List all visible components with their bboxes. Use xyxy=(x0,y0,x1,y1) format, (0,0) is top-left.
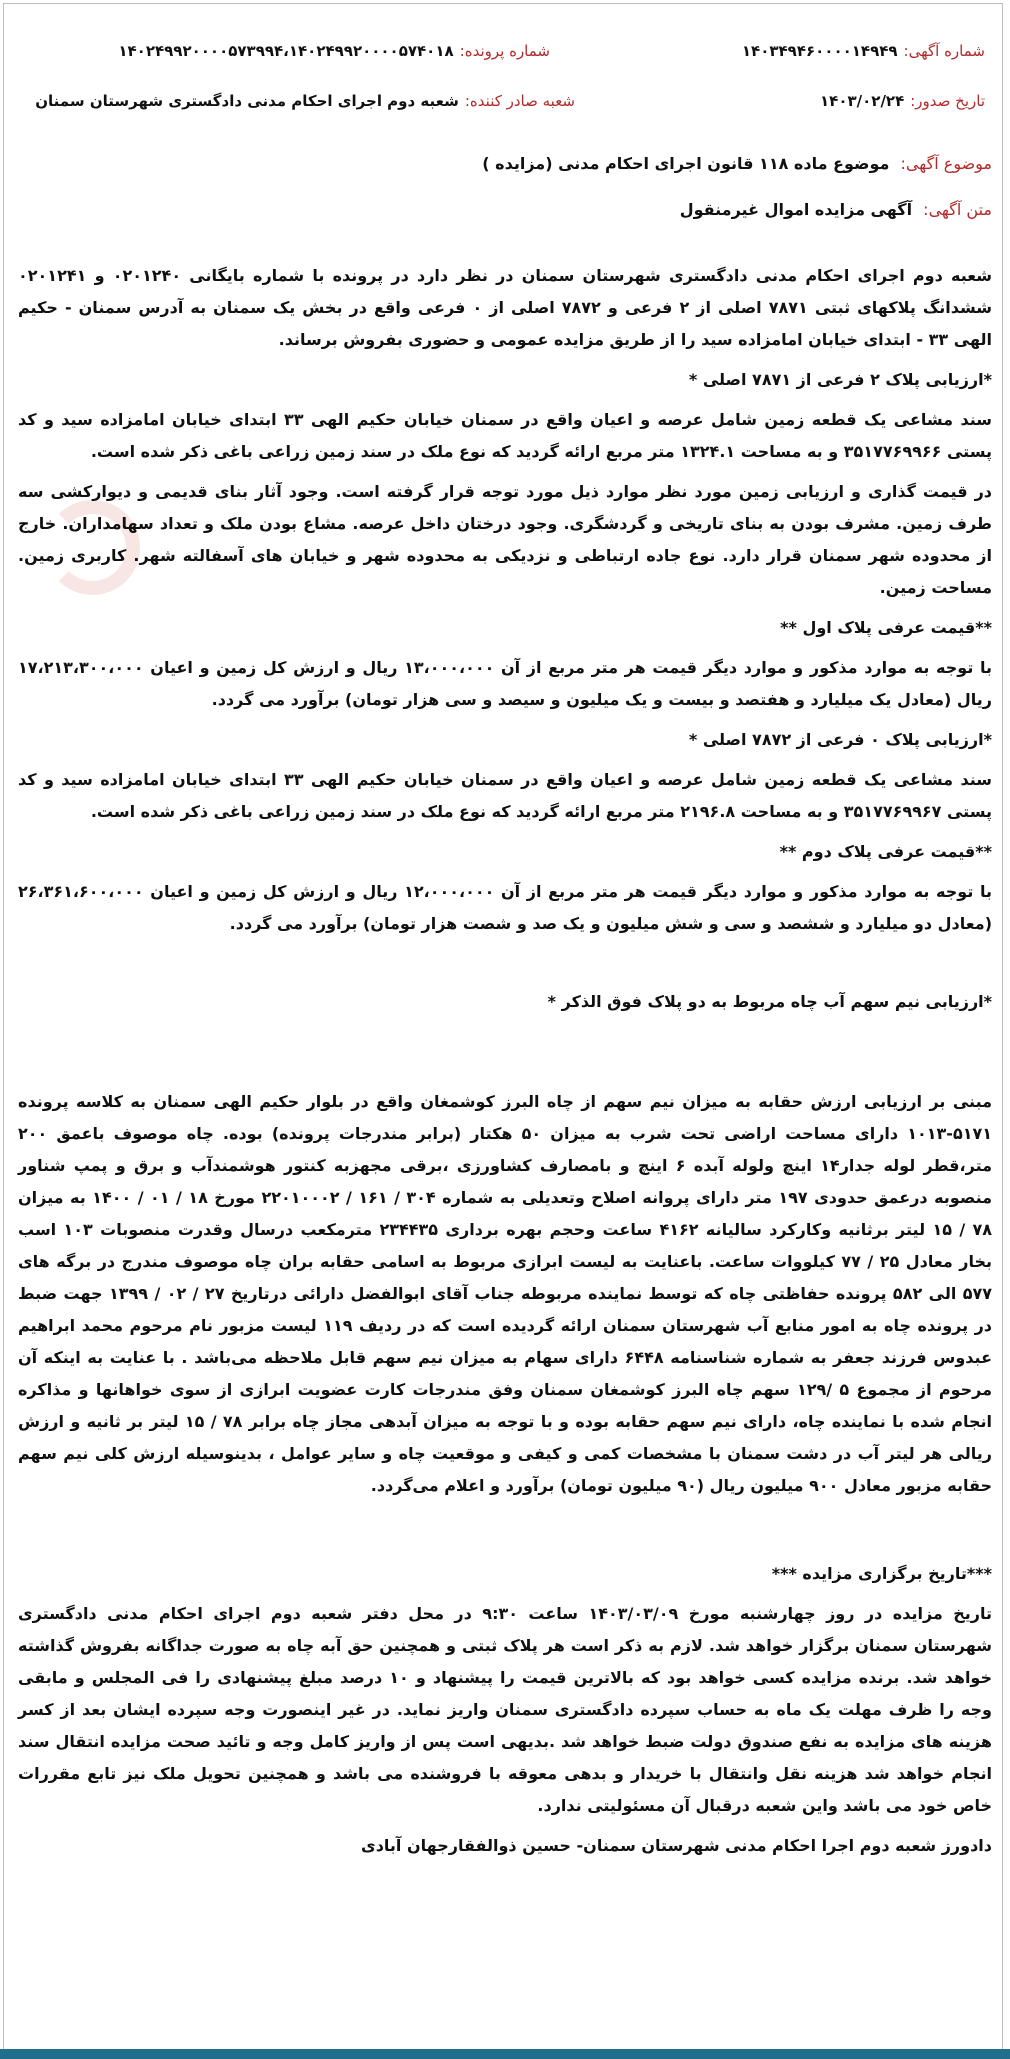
auction-terms: تاریخ مزایده در روز چهارشنبه مورخ ۱۴۰۳/۰۳/۰۹ ساعت ۹:۳۰ در محل دفتر شعبه دوم اجرای احکام مدنی دادگستری شهرستان سمنان برگزار خواهد شد. لازم به ذکر است هر پلاک ثبتی و همچنین حق آبه چاه به صورت جداگانه بفروش گذاشته خواهد شد. برنده مزایده کسی خواهد بود که بالاترین قیمت را پیشنهاد و ۱۰ درصد مبلغ پیشنهادی را فی المجلس و مابقی وجه را ظرف مهلت یک ماه به حساب سپرده دادگستری سمنان واریز نماید. در غیر اینصورت وجه سپرده ایشان بعد از کسر هزینه های مزایده به نفع صندوق دولت ضبط خواهد شد .بدیهی است پس از واریز کامل وجه و تائید صحت مزایده انتقال سند انجام خواهد شد هزینه نقل وانتقال با خریدار و بدهی معوقه با فروشنده می باشد و همچنین تحویل ملک نیز تابع مقررات خاص خود می باشد واین شعبه درقبال آن مسئولیتی ندارد. xyxy=(18,1604,993,1815)
text-line xyxy=(18,194,992,226)
ad-number-label: شماره آگهی: xyxy=(903,42,985,60)
plot2-description: سند مشاعی یک قطعه زمین شامل عرصه و اعیان واقع در سمنان خیابان حکیم الهی ۳۳ ابتدای خیابان امامزاده سید و کد پستی ۳۵۱۷۷۶۹۹۶۷ و به مساحت ۲۱۹۶.۸ متر مربع ارائه گردید که نوع ملک در سند زمین زراعی باغی ذکر شده است. xyxy=(18,770,993,821)
issuer-row xyxy=(35,92,575,110)
ad-number-value: ۱۴۰۳۴۹۴۶۰۰۰۰۱۴۹۴۹ xyxy=(741,42,898,60)
water-share-description: مبنی بر ارزیابی ارزش حقابه به میزان نیم سهم از چاه البرز کوشمغان واقع در بلوار حکیم الهی سمنان به کلاسه پرونده ۵۱۷۱-۱۰۱۳ دارای مساحت اراضی تحت شرب به میزان ۵۰ هکتار (برابر مندرجات پرونده) بوده. چاه موصوف باعمق ۲۰۰ متر،قطر لوله جدار۱۴ اینچ ولوله آبده ۶ اینچ و بامصارف کشاورزی ،برقی مجهزبه کنتور هوشمندآب و برق و پمپ شناور منصوبه درعمق حدودی ۱۹۷ متر دارای پروانه اصلاح وتعدیلی به شماره ۳۰۴ / ۱۶۱ / ۲۲۰۱۰۰۰۲ مورخ ۱۸ / ۰۱ / ۱۴۰۰ به میزان ۷۸ / ۱۵ لیتر برثانیه وکارکرد سالیانه ۴۱۶۲ ساعت وحجم بهره برداری ۲۳۴۴۳۵ مترمکعب درسال وقدرت منصوبات ۱۰۳ اسب بخار معادل ۲۵ / ۷۷ کیلووات ساعت. باعنایت به لیست ابرازی مربوط به اسامی حقابه بران چاه موصوف مندرج در برگه های ۵۷۷ الی ۵۸۲ پرونده حفاظتی چاه که توسط نماینده مربوطه جناب آقای ابوالفضل دارائی درتاریخ ۲۷ / ۰۲ / ۱۳۹۹ جهت ضبط در پرونده چاه به امور منابع آب شهرستان سمنان ارائه گردیده است که در ردیف ۱۱۹ لیست مزبور نام مرحوم محمد ابراهیم عبدوس فرزند جعفر به شماره شناسنامه ۶۴۴۸ دارای سهام به میزان نیم سهم قابل ملاحظه می‌باشد . با عنایت به اینکه آن مرحوم از مجموع ۵ /۱۲۹ سهم چاه البرز کوشمغان سمنان وفق مندرجات کارت عضویت ابرازی از سوی خواهانها و مذاکره انجام شده با نماینده چاه، دارای نیم سهم حقابه بوده و با توجه به میزان آبدهی مجاز چاه برابر ۷۸ / ۱۵ لیتر بر ثانیه و ارزش ریالی هر لیتر آب در دشت سمنان با مشخصات کمی و کیفی و موقعیت چاه و سایر عوامل ، بدینوسیله ارزش کلی نیم سهم حقابه مزبور معادل ۹۰۰ میلیون ریال (۹۰ میلیون تومان) برآورد و اعلام می‌گردد. xyxy=(18,1092,993,1495)
issuer-value: شعبه دوم اجرای احکام مدنی دادگستری شهرستان سمنان xyxy=(35,92,459,110)
auction-date-heading: ***تاریخ برگزاری مزایده *** xyxy=(771,1564,992,1583)
subject-line xyxy=(18,148,992,180)
notice-content xyxy=(18,148,992,1870)
ad-number-row xyxy=(742,42,985,60)
plot2-heading: *ارزیابی پلاک ۰ فرعی از ۷۸۷۲ اصلی * xyxy=(688,730,992,749)
text-value: آگهی مزایده اموال غیرمنقول xyxy=(679,200,913,219)
file-number-value: ۱۴۰۲۴۹۹۲۰۰۰۰۵۷۳۹۹۴،۱۴۰۲۴۹۹۲۰۰۰۰۵۷۴۰۱۸ xyxy=(118,42,454,60)
plot1-price: با توجه به موارد مذکور و موارد دیگر قیمت هر متر مربع از آن ۱۳،۰۰۰،۰۰۰ ریال و ارزش کل زمین و اعیان ۱۷،۲۱۳،۳۰۰،۰۰۰ ریال (معادل یک میلیارد و هفتصد و بیست و یک میلیون و سیصد و سی هزار تومان) برآورد می گردد. xyxy=(18,658,992,709)
issuer-label: شعبه صادر کننده: xyxy=(464,92,575,110)
water-share-heading: *ارزیابی نیم سهم آب چاه مربوط به دو پلاک فوق الذکر * xyxy=(547,992,992,1011)
signature: دادورز شعبه دوم اجرا احکام مدنی شهرستان سمنان- حسین ذوالفقارجهان آبادی xyxy=(361,1836,992,1855)
plot1-heading: *ارزیابی پلاک ۲ فرعی از ۷۸۷۱ اصلی * xyxy=(688,370,992,389)
bottom-bar xyxy=(0,2049,1010,2059)
plot1-factors: در قیمت گذاری و ارزیابی زمین مورد نظر موارد ذیل مورد توجه قرار گرفته است. وجود آثار بنای قدیمی و دیوارکشی سه طرف زمین. مشرف بودن به بنای تاریخی و گردشگری. وجود درختان داخل عرصه. مشاع بودن ملک و تعداد سهامداران. خارج از محدوده شهر سمنان قرار دارد. نوع جاده ارتباطی و نزدیکی به محدوده شهر و خیابان های آسفالته شهر. کاربری زمین. مساحت زمین. xyxy=(18,482,992,597)
issue-date-value: ۱۴۰۳/۰۲/۲۴ xyxy=(820,92,905,110)
subject-value: موضوع ماده ۱۱۸ قانون اجرای احکام مدنی (مزایده ) xyxy=(482,154,890,173)
subject-label: موضوع آگهی: xyxy=(900,154,992,173)
issue-date-row xyxy=(820,92,985,110)
file-number-row xyxy=(118,42,550,60)
plot1-price-heading: **قیمت عرفی پلاک اول ** xyxy=(780,618,992,637)
plot2-price: با توجه به موارد مذکور و موارد دیگر قیمت هر متر مربع از آن ۱۲،۰۰۰،۰۰۰ ریال و ارزش کل زمین و اعیان ۲۶،۳۶۱،۶۰۰،۰۰۰ (معادل دو میلیارد و ششصد و سی و شش میلیون و یک صد و شصت هزار تومان) برآورد می گردد. xyxy=(18,882,992,933)
intro-paragraph: شعبه دوم اجرای احکام مدنی دادگستری شهرستان سمنان در نظر دارد در پرونده با شماره بایگانی ۰۲۰۱۲۴۰ و ۰۲۰۱۲۴۱ ششدانگ پلاکهای ثبتی ۷۸۷۱ اصلی از ۲ فرعی و ۷۸۷۲ اصلی از ۰ فرعی واقع در بخش یک سمنان به آدرس سمنان - حکیم الهی ۳۳ - ابتدای خیابان امامزاده سید را از طریق مزایده عمومی و حضوری بفروش برساند. xyxy=(18,266,993,349)
text-label: متن آگهی: xyxy=(923,200,992,219)
plot1-description: سند مشاعی یک قطعه زمین شامل عرصه و اعیان واقع در سمنان خیابان حکیم الهی ۳۳ ابتدای خیابان امامزاده سید و کد پستی ۳۵۱۷۷۶۹۹۶۶ و به مساحت ۱۳۲۴.۱ متر مربع ارائه گردید که نوع ملک در سند زمین زراعی باغی ذکر شده است. xyxy=(18,410,993,461)
file-number-label: شماره پرونده: xyxy=(459,42,550,60)
plot2-price-heading: **قیمت عرفی پلاک دوم ** xyxy=(779,842,992,861)
issue-date-label: تاریخ صدور: xyxy=(910,92,985,110)
